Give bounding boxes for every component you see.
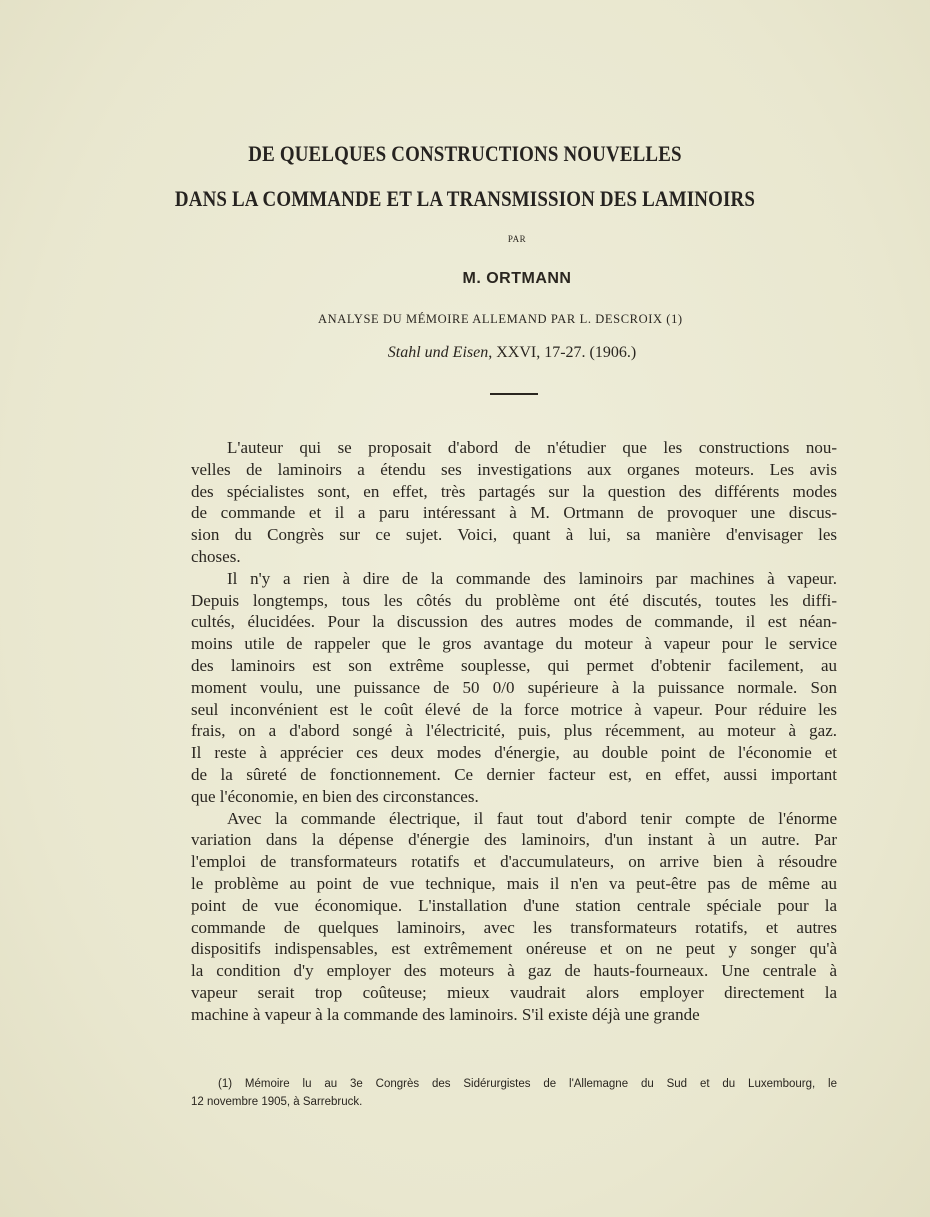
text-line: point de vue économique. L'installation d'une station centrale spéciale pour la	[191, 895, 837, 915]
text-line: variation dans la dépense d'énergie des laminoirs, d'un instant à un autre. Par	[191, 830, 837, 850]
title-line-1: DE QUELQUES CONSTRUCTIONS NOUVELLES	[248, 141, 682, 166]
text-line: Avec la commande électrique, il faut tout d'abord tenir compte de l'énorme	[227, 808, 837, 828]
text-line: cultés, élucidées. Pour la discussion des autres modes de commande, il est néan-	[191, 612, 837, 632]
text-line: moins utile de rappeler que le gros avantage du moteur à vapeur pour le service	[191, 634, 837, 654]
footnote-line-1: (1) Mémoire lu au 3e Congrès des Sidérurgistes de l'Allemagne du Sud et du Luxembourg, le	[218, 1078, 837, 1090]
text-line: velles de laminoirs a étendu ses investigations aux organes moteurs. Les avis	[191, 459, 837, 479]
text-line: l'emploi de transformateurs rotatifs et d'accumulateurs, on arrive bien à résoudre	[191, 852, 837, 872]
text-line: des laminoirs est son extrême souplesse, qui permet d'obtenir facilement, au	[191, 655, 837, 675]
text-line: machine à vapeur à la commande des laminoirs. S'il existe déjà une grande	[191, 1004, 700, 1024]
text-line: Il reste à apprécier ces deux modes d'énergie, au double point de l'économie et	[191, 743, 837, 763]
author-name: M. ORTMANN	[462, 270, 572, 287]
text-line: frais, on a d'abord songé à l'électricité, puis, plus récemment, au moteur à gaz.	[191, 721, 837, 741]
text-line: moment voulu, une puissance de 50 0/0 supérieure à la puissance normale. Son	[191, 677, 837, 697]
text-line: commande de quelques laminoirs, avec les transformateurs rotatifs, et autres	[191, 917, 837, 937]
footnote	[191, 1075, 837, 1111]
text-line: Depuis longtemps, tous les côtés du problème ont été discutés, toutes les diffi-	[191, 590, 837, 610]
title-line-2: DANS LA COMMANDE ET LA TRANSMISSION DES LAMINOIRS	[174, 186, 756, 211]
section-divider	[490, 393, 538, 395]
text-line: choses.	[191, 546, 241, 566]
text-line: L'auteur qui se proposait d'abord de n'étudier que les constructions nou-	[227, 438, 837, 457]
paragraph-1	[191, 437, 837, 568]
text-line: de la sûreté de fonctionnement. Ce dernier facteur est, en effet, aussi important	[191, 764, 837, 784]
citation	[0, 344, 930, 362]
footnote-line-2: 12 novembre 1905, à Sarrebruck.	[191, 1096, 363, 1108]
paragraph-2	[191, 568, 837, 808]
text-line: vapeur serait trop coûteuse; mieux vaudrait alors employer directement la	[191, 982, 837, 1002]
paragraph-3	[191, 808, 837, 1026]
byline-par: PAR	[507, 234, 527, 244]
text-line: que l'économie, en bien des circonstances.	[191, 786, 479, 806]
citation-journal: Stahl und Eisen	[387, 344, 489, 361]
text-line: de commande et il a paru intéressant à M. Ortmann de provoquer une discus-	[191, 503, 837, 523]
text-line: Il n'y a rien à dire de la commande des laminoirs par machines à vapeur.	[227, 568, 837, 588]
text-line: dispositifs indispensables, est extrêmement onéreuse et on ne peut y songer qu'à	[191, 939, 837, 959]
text-line: le problème au point de vue technique, mais il n'en va peut-être pas de même au	[191, 873, 837, 893]
text-line: des spécialistes sont, en effet, très partagés sur la question des différents modes	[191, 481, 837, 501]
text-line: sion du Congrès sur ce sujet. Voici, quant à lui, sa manière d'envisager les	[191, 525, 837, 545]
analysis-note: ANALYSE DU MÉMOIRE ALLEMAND PAR L. DESCROIX (1)	[318, 312, 683, 326]
text-line: seul inconvénient est le coût élevé de la force motrice à vapeur. Pour réduire les	[191, 699, 837, 719]
citation-details: , XXVI, 17-27. (1906.)	[488, 344, 637, 361]
text-line: la condition d'y employer des moteurs à gaz de hauts-fourneaux. Une centrale à	[191, 961, 837, 981]
body-text	[191, 437, 837, 1026]
